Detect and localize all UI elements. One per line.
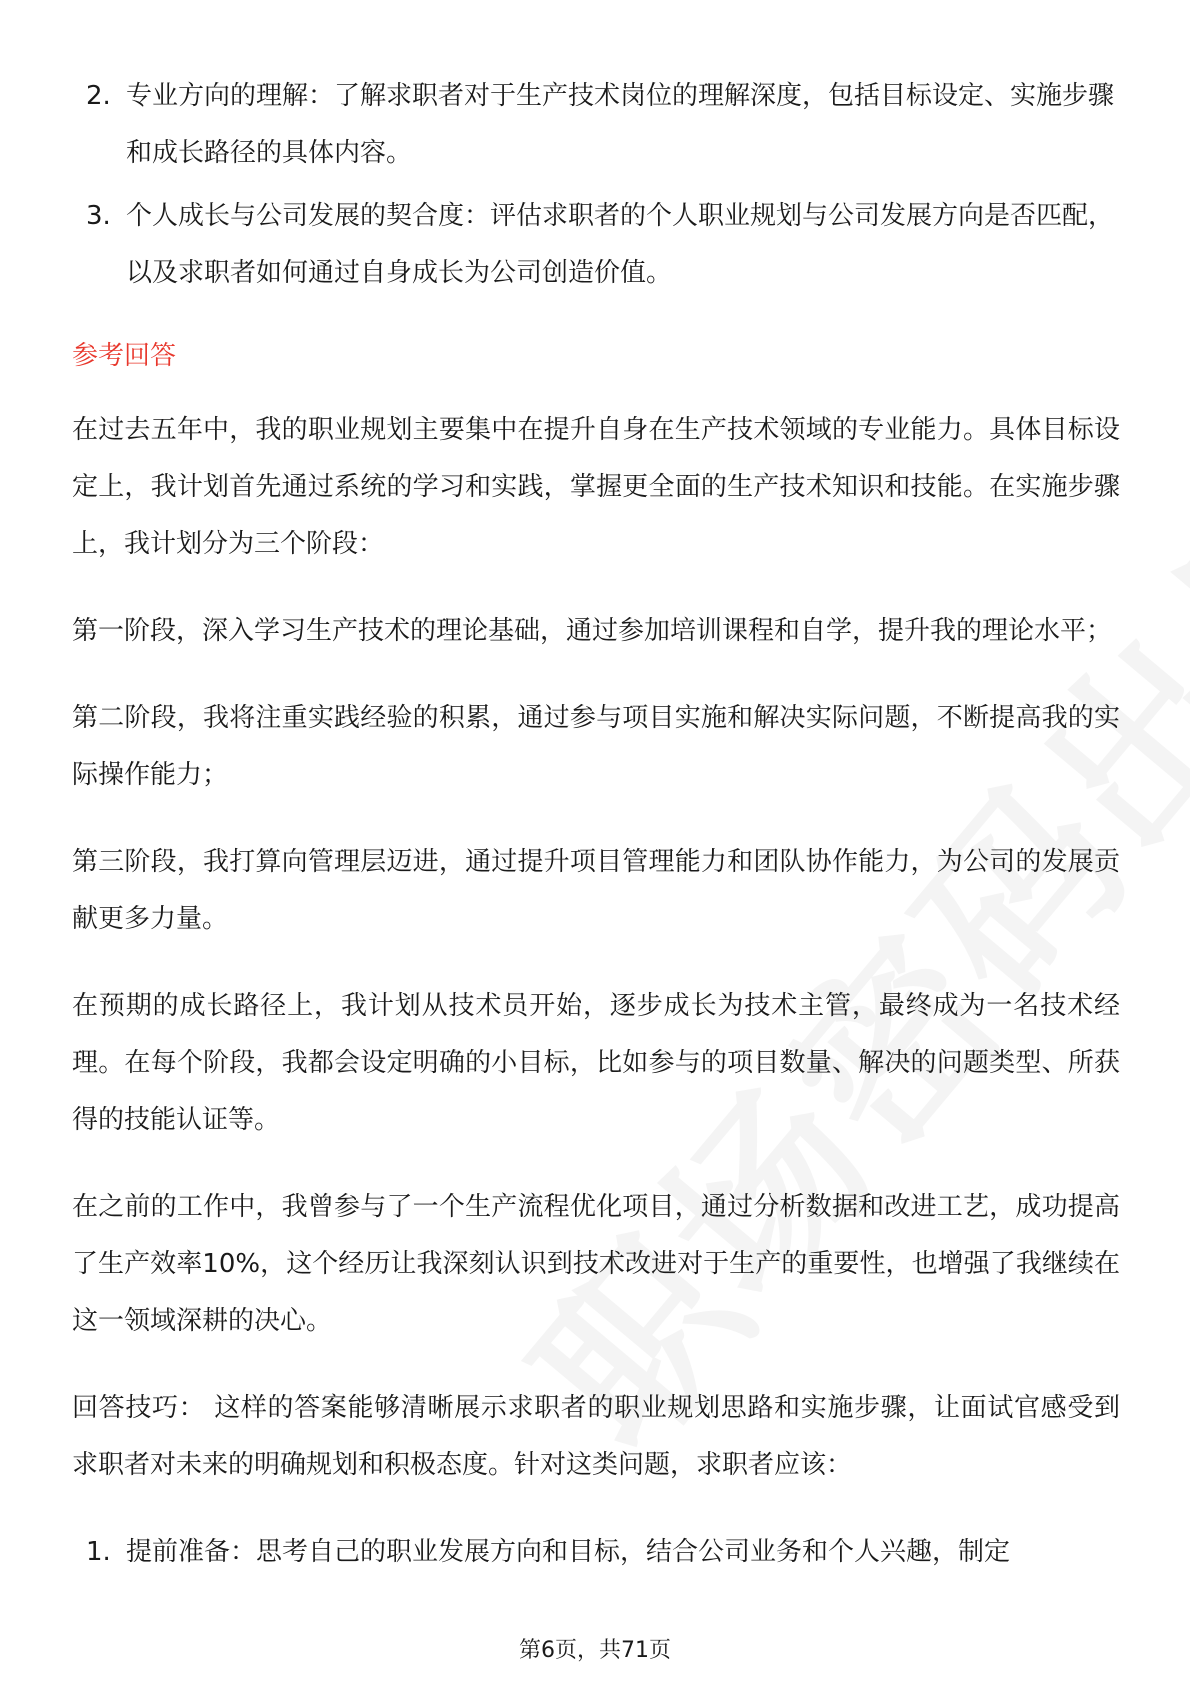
paragraph: 第一阶段，深入学习生产技术的理论基础，通过参加培训课程和自学，提升我的理论水平； (72, 616, 1113, 646)
top-numbered-list (72, 68, 1120, 302)
paragraph: 在过去五年中，我的职业规划主要集中在提升自身在生产技术领域的专业能力。具体目标设定上，我计划首先通过系统的学习和实践，掌握更全面的生产技术知识和技能。在实施步骤上，我计划分为三个阶段： (72, 415, 1120, 559)
list-item-text: 提前准备：思考自己的职业发展方向和目标，结合公司业务和个人兴趣，制定 (126, 1537, 1011, 1567)
paragraph: 在之前的工作中，我曾参与了一个生产流程优化项目，通过分析数据和改进工艺，成功提高了生产效率10%，这个经历让我深刻认识到技术改进对于生产的重要性，也增强了我继续在这一领域深耕的决心。 (72, 1192, 1120, 1336)
list-item-number: 3. (86, 201, 111, 231)
paragraph: 回答技巧： 这样的答案能够清晰展示求职者的职业规划思路和实施步骤，让面试官感受到求职者对未来的明确规划和积极态度。针对这类问题，求职者应该： (72, 1393, 1120, 1480)
list-item (72, 188, 1120, 302)
list-item (72, 1524, 1120, 1581)
paragraph: 第二阶段，我将注重实践经验的积累，通过参与项目实施和解决实际问题，不断提高我的实际操作能力； (72, 703, 1120, 790)
page-footer: 第6页，共71页 (519, 1638, 671, 1663)
list-item-number: 1. (86, 1537, 111, 1567)
paragraph: 第三阶段，我打算向管理层迈进，通过提升项目管理能力和团队协作能力，为公司的发展贡献更多力量。 (72, 847, 1120, 934)
bottom-numbered-list (72, 1524, 1120, 1581)
list-item-text: 个人成长与公司发展的契合度：评估求职者的个人职业规划与公司发展方向是否匹配，以及求职者如何通过自身成长为公司创造价值。 (126, 201, 1115, 288)
list-item (72, 68, 1120, 182)
section-heading: 参考回答 (72, 341, 177, 371)
list-item-number: 2. (86, 81, 111, 111)
list-item-text: 专业方向的理解：了解求职者对于生产技术岗位的理解深度，包括目标设定、实施步骤和成长路径的具体内容。 (126, 81, 1115, 168)
document-body (72, 68, 1120, 1581)
paragraph: 在预期的成长路径上，我计划从技术员开始，逐步成长为技术主管，最终成为一名技术经理。在每个阶段，我都会设定明确的小目标，比如参与的项目数量、解决的问题类型、所获得的技能认证等。 (72, 991, 1120, 1135)
